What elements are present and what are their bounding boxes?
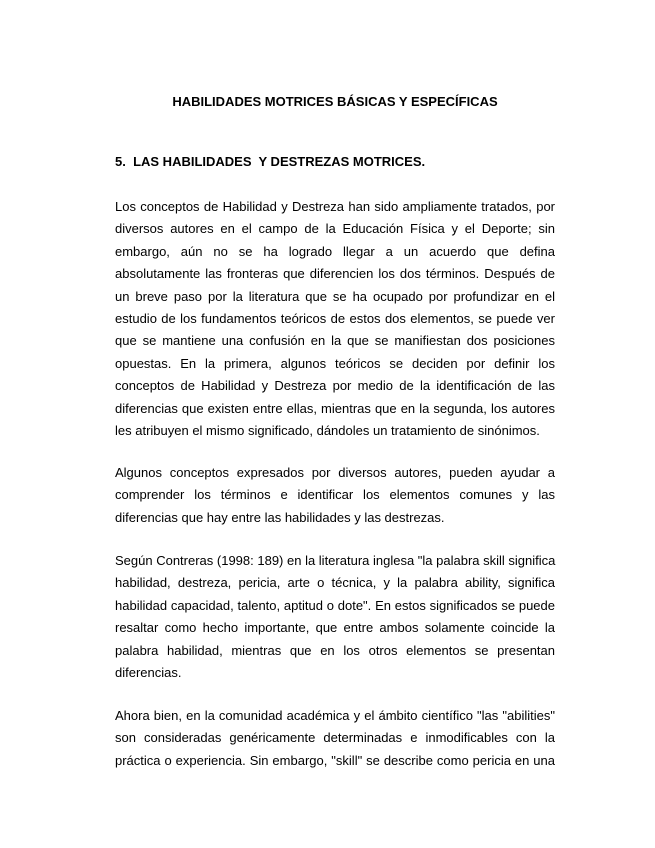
paragraph-4 — [115, 705, 555, 772]
paragraph-line: diferencias. — [115, 665, 182, 681]
paragraph-line: resaltar como hecho importante, que entre ambos solamente coincide la — [115, 620, 555, 636]
paragraph-line: habilidad capacidad, talento, aptitud o dote". En estos significados se puede — [115, 597, 555, 613]
document-title: HABILIDADES MOTRICES BÁSICAS Y ESPECÍFICAS — [172, 94, 498, 109]
paragraph-line: estudio de los fundamentos teóricos de estos dos elementos, se puede ver — [115, 311, 555, 327]
paragraph-line: Según Contreras (1998: 189) en la literatura inglesa "la palabra skill significa — [115, 553, 556, 568]
paragraph-line: palabra habilidad, mientras que en los otros elementos se presentan — [115, 642, 555, 658]
paragraph-line: son consideradas genéricamente determinadas e inmodificables con la — [115, 730, 555, 746]
paragraph-line: opuestas. En la primera, algunos teóricos se deciden por definir los — [115, 355, 555, 371]
paragraph-line: diversos autores en el campo de la Educación Física y el Deporte; sin — [115, 221, 555, 237]
paragraph-line: que se mantiene una confusión en la que se manifiestan dos posiciones — [115, 333, 555, 349]
paragraph-1 — [115, 196, 555, 442]
paragraph-line: diferencias que existen entre ellas, mientras que en la segunda, los autores — [115, 400, 555, 416]
paragraph-line: práctica o experiencia. Sin embargo, "skill" se describe como pericia en una — [115, 752, 555, 768]
paragraph-line: un breve paso por la literatura que se ha ocupado por profundizar en el — [115, 288, 555, 304]
paragraph-line: Los conceptos de Habilidad y Destreza han sido ampliamente tratados, por — [115, 199, 555, 214]
paragraph-3 — [115, 550, 555, 684]
section-heading: 5. LAS HABILIDADES Y DESTREZAS MOTRICES. — [115, 154, 426, 169]
paragraph-2 — [115, 462, 555, 529]
paragraph-line: Ahora bien, en la comunidad académica y el ámbito científico "las "abilities" — [115, 708, 555, 723]
paragraph-line: absolutamente las fronteras que diferencien los dos términos. Después de — [115, 266, 555, 282]
paragraph-line: les atribuyen el mismo significado, dándoles un tratamiento de sinónimos. — [115, 423, 540, 439]
paragraph-line: conceptos de Habilidad y Destreza por medio de la identificación de las — [115, 378, 555, 394]
paragraph-line: habilidad, destreza, pericia, arte o técnica, y la palabra ability, significa — [115, 575, 555, 591]
paragraph-line: diferencias que hay entre las habilidades y las destrezas. — [115, 509, 445, 525]
paragraph-line: embargo, aún no se ha logrado llegar a un acuerdo que defina — [115, 243, 555, 259]
paragraph-line: comprender los términos e identificar los elementos comunes y las — [115, 487, 555, 503]
paragraph-line: Algunos conceptos expresados por diversos autores, pueden ayudar a — [115, 465, 555, 480]
